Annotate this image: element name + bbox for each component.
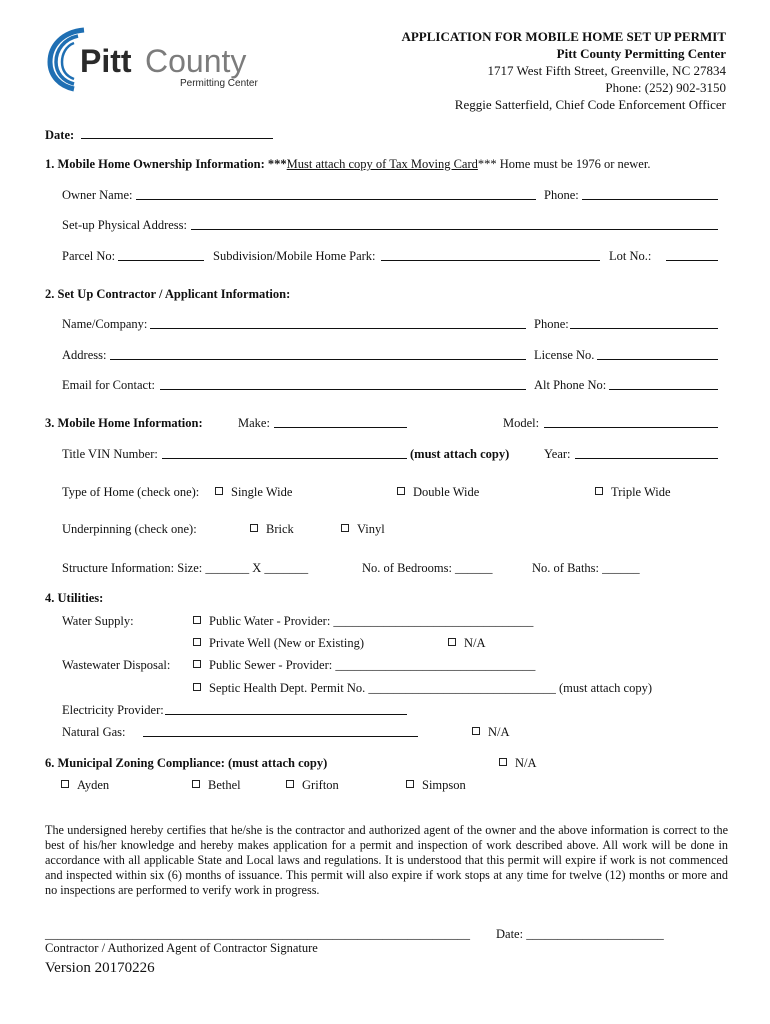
setup-address-label: Set-up Physical Address: (62, 218, 187, 232)
checkbox-icon[interactable] (595, 487, 603, 495)
private-well-option[interactable]: Private Well (New or Existing) (193, 636, 364, 651)
structure-size: Structure Information: Size: _______ X _______ (62, 561, 309, 575)
logo-text-sub: Permitting Center (180, 78, 258, 89)
lot-label: Lot No.: (609, 249, 652, 263)
electricity-field[interactable] (165, 703, 407, 715)
vin-field[interactable] (162, 447, 407, 459)
simpson-option[interactable]: Simpson (406, 778, 466, 793)
make-label: Make: (238, 416, 270, 430)
public-water-option[interactable]: Public Water - Provider: ________________________________ (193, 614, 533, 629)
model-label: Model: (503, 416, 540, 430)
org-name: Pitt County Permitting Center (556, 46, 726, 61)
org-address: 1717 West Fifth Street, Greenville, NC 27834 (487, 63, 726, 78)
checkbox-icon[interactable] (448, 638, 456, 646)
underpinning-label: Underpinning (check one): (62, 522, 197, 536)
subdivision-field[interactable] (381, 249, 600, 261)
parcel-label: Parcel No: (62, 249, 116, 263)
license-label: License No. (534, 348, 595, 362)
form-title: APPLICATION FOR MOBILE HOME SET UP PERMIT (401, 29, 726, 44)
section-1-title: 1. Mobile Home Ownership Information: ***Must attach copy of Tax Moving Card*** Home must be 1976 or newer. (45, 157, 651, 171)
double-wide-option[interactable]: Double Wide (397, 485, 479, 500)
subdivision-label: Subdivision/Mobile Home Park: (213, 249, 376, 263)
ayden-option[interactable]: Ayden (61, 778, 109, 793)
contractor-address-label: Address: (62, 348, 107, 362)
year-field[interactable] (575, 447, 718, 459)
signature-line[interactable]: ____________________________________________________________________ (45, 927, 470, 941)
checkbox-icon[interactable] (499, 758, 507, 766)
logo-text-county: County (145, 43, 247, 79)
owner-phone-field[interactable] (582, 188, 718, 200)
checkbox-icon[interactable] (472, 727, 480, 735)
pitt-county-logo (44, 24, 276, 94)
checkbox-icon[interactable] (193, 616, 201, 624)
single-wide-option[interactable]: Single Wide (215, 485, 292, 500)
checkbox-icon[interactable] (61, 780, 69, 788)
zoning-na-option[interactable]: N/A (499, 756, 537, 771)
model-field[interactable] (544, 416, 718, 428)
signature-label: Contractor / Authorized Agent of Contractor Signature (45, 941, 318, 955)
section-2-title: 2. Set Up Contractor / Applicant Information: (45, 287, 291, 301)
alt-phone-field[interactable] (609, 378, 718, 390)
vin-note: (must attach copy) (410, 447, 510, 461)
company-label: Name/Company: (62, 317, 148, 331)
bethel-option[interactable]: Bethel (192, 778, 241, 793)
checkbox-icon[interactable] (250, 524, 258, 532)
contractor-phone-field[interactable] (570, 317, 718, 329)
parcel-field[interactable] (118, 249, 204, 261)
vin-label: Title VIN Number: (62, 447, 158, 461)
logo-swoosh-icon (44, 24, 276, 94)
checkbox-icon[interactable] (286, 780, 294, 788)
date-label: Date: (45, 128, 75, 142)
checkbox-icon[interactable] (192, 780, 200, 788)
owner-phone-label: Phone: (544, 188, 579, 202)
baths-field: No. of Baths: ______ (532, 561, 640, 575)
make-field[interactable] (274, 416, 407, 428)
water-na-option[interactable]: N/A (448, 636, 486, 651)
org-officer: Reggie Satterfield, Chief Code Enforcement Officer (454, 97, 726, 112)
certification-text: The undersigned hereby certifies that he/she is the contractor and authorized agent of the owner and the above information is correct to the best of his/her knowledge and hereby makes application for a permit and inspection of work described above. All work will be done in accordance with all applicable State and Local laws and regulations. It is understood that this permit will expire if work is not commenced and inspected within six (6) months of issuance. This permit will also expire if work stops at any time for twelve (12) months or more and no inspections are performed to verify work in progress. (45, 823, 728, 897)
checkbox-icon[interactable] (406, 780, 414, 788)
owner-name-field[interactable] (136, 188, 536, 200)
org-phone: Phone: (252) 902-3150 (605, 80, 726, 95)
alt-phone-label: Alt Phone No: (534, 378, 607, 392)
date-row (45, 127, 273, 143)
wastewater-label: Wastewater Disposal: (62, 658, 171, 672)
septic-option[interactable]: Septic Health Dept. Permit No. ______________________________ (must attach copy) (193, 681, 652, 696)
brick-option[interactable]: Brick (250, 522, 294, 537)
logo-text-pitt: Pitt (80, 43, 132, 79)
signature-date[interactable]: Date: ______________________ (496, 927, 664, 941)
year-label: Year: (544, 447, 571, 461)
grifton-option[interactable]: Grifton (286, 778, 339, 793)
version-text: Version 20170226 (45, 960, 155, 976)
checkbox-icon[interactable] (397, 487, 405, 495)
lot-field[interactable] (666, 249, 718, 261)
section-4-title: 4. Utilities: (45, 591, 104, 605)
checkbox-icon[interactable] (193, 683, 201, 691)
checkbox-icon[interactable] (215, 487, 223, 495)
public-sewer-option[interactable]: Public Sewer - Provider: ________________________________ (193, 658, 535, 673)
email-label: Email for Contact: (62, 378, 156, 392)
company-field[interactable] (150, 317, 526, 329)
bedrooms-field: No. of Bedrooms: ______ (362, 561, 493, 575)
contractor-address-field[interactable] (110, 348, 526, 360)
checkbox-icon[interactable] (341, 524, 349, 532)
checkbox-icon[interactable] (193, 638, 201, 646)
vinyl-option[interactable]: Vinyl (341, 522, 385, 537)
owner-name-label: Owner Name: (62, 188, 133, 202)
section-6-title: 6. Municipal Zoning Compliance: (must attach copy) (45, 756, 328, 770)
email-field[interactable] (160, 378, 526, 390)
electricity-label: Electricity Provider: (62, 703, 164, 717)
gas-field[interactable] (143, 725, 418, 737)
gas-na-option[interactable]: N/A (472, 725, 510, 740)
license-field[interactable] (597, 348, 718, 360)
date-field[interactable] (81, 127, 273, 139)
tax-card-note: Must attach copy of Tax Moving Card (286, 157, 478, 171)
contractor-phone-label: Phone: (534, 317, 569, 331)
section-3-title: 3. Mobile Home Information: (45, 416, 203, 430)
setup-address-field[interactable] (191, 218, 718, 230)
checkbox-icon[interactable] (193, 660, 201, 668)
gas-label: Natural Gas: (62, 725, 126, 739)
water-supply-label: Water Supply: (62, 614, 134, 628)
triple-wide-option[interactable]: Triple Wide (595, 485, 671, 500)
home-type-label: Type of Home (check one): (62, 485, 200, 499)
